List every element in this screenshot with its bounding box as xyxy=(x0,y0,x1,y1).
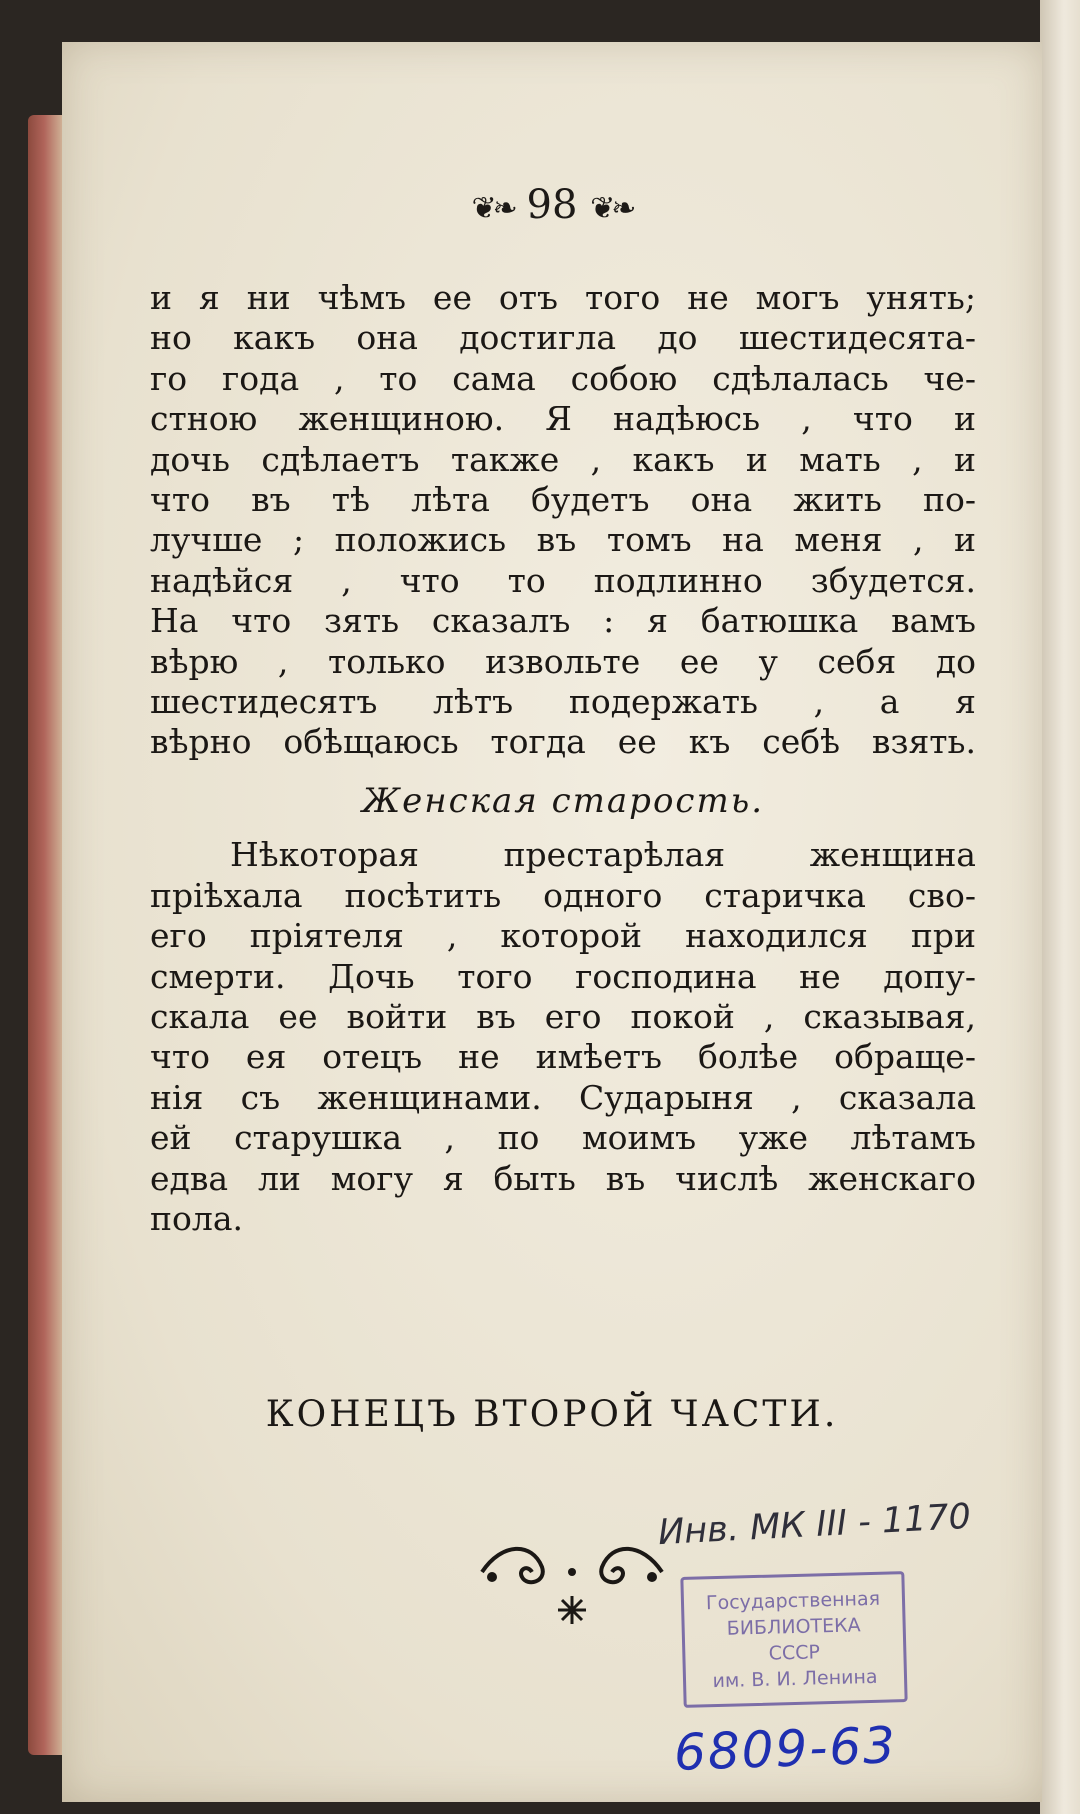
text-line: и я ни чѣмъ ее отъ того не могъ унять; xyxy=(150,278,976,317)
text-line: его пріятеля , которой находился при xyxy=(150,916,976,956)
text-line: вѣрно обѣщаюсь тогда ее къ себѣ взять. xyxy=(150,722,976,762)
shelf-mark: 6809-63 xyxy=(673,1716,898,1782)
text-line: стною женщиною. Я надѣюсь , что и xyxy=(150,399,976,439)
stamp-line: Государственная xyxy=(705,1587,881,1614)
stamp-line: им. В. И. Ленина xyxy=(712,1665,878,1692)
stamp-line: БИБЛИОТЕКА xyxy=(726,1613,861,1640)
text-line: скала ее войти въ его покой , сказывая, xyxy=(150,996,976,1036)
text-line: надѣйся , что то подлинно збудется. xyxy=(150,560,976,600)
text-line: ей старушка , по моимъ уже лѣтамъ xyxy=(150,1118,976,1158)
text-line: лучше ; положись въ томъ на меня , и xyxy=(150,520,976,560)
page-body xyxy=(150,278,976,1239)
text-line: что ея отецъ не имѣетъ болѣе обраще- xyxy=(150,1037,976,1077)
inventory-note: Инв. МК III - 1170 xyxy=(657,1496,972,1554)
text-line: но какъ она достигла до шестидесята- xyxy=(150,318,976,358)
header-ornament-right: ❦❧ xyxy=(590,191,633,226)
text-line: смерти. Дочь того господина не допу- xyxy=(150,956,976,996)
stamp-line: СССР xyxy=(768,1640,821,1665)
page-header xyxy=(62,182,1042,228)
text-line: пріѣхала посѣтить одного старичка сво- xyxy=(150,875,976,915)
header-ornament-left: ❦❧ xyxy=(471,191,514,226)
section-title: Женская старость. xyxy=(361,780,765,821)
next-page-edge xyxy=(1040,0,1080,1814)
text-line: нія съ женщинами. Сударыня , сказала xyxy=(150,1077,976,1117)
text-line: Нѣкоторая престарѣлая женщина xyxy=(230,835,976,875)
text-line: что въ тѣ лѣта будетъ она жить по- xyxy=(150,480,976,520)
paragraph-2 xyxy=(150,835,976,1239)
paragraph-1 xyxy=(150,278,976,763)
text-line: едва ли могу я быть въ числѣ женскаго xyxy=(150,1158,976,1198)
page-number: 98 xyxy=(526,182,578,228)
text-line: На что зять сказалъ : я батюшка вамъ xyxy=(150,601,976,641)
text-line: шестидесятъ лѣтъ подержать , а я xyxy=(150,682,976,722)
tailpiece-ornament-icon xyxy=(472,1532,672,1632)
library-stamp xyxy=(680,1571,907,1708)
book-page xyxy=(62,42,1042,1802)
text-line: пола. xyxy=(150,1198,243,1238)
text-line: вѣрю , только извольте ее у себя до xyxy=(150,641,976,681)
text-line: го года , то сама собою сдѣлалась че- xyxy=(150,358,976,398)
end-of-part-note: КОНЕЦЪ ВТОРОЙ ЧАСТИ. xyxy=(265,1394,839,1435)
text-line: дочь сдѣлаетъ также , какъ и мать , и xyxy=(150,439,976,479)
